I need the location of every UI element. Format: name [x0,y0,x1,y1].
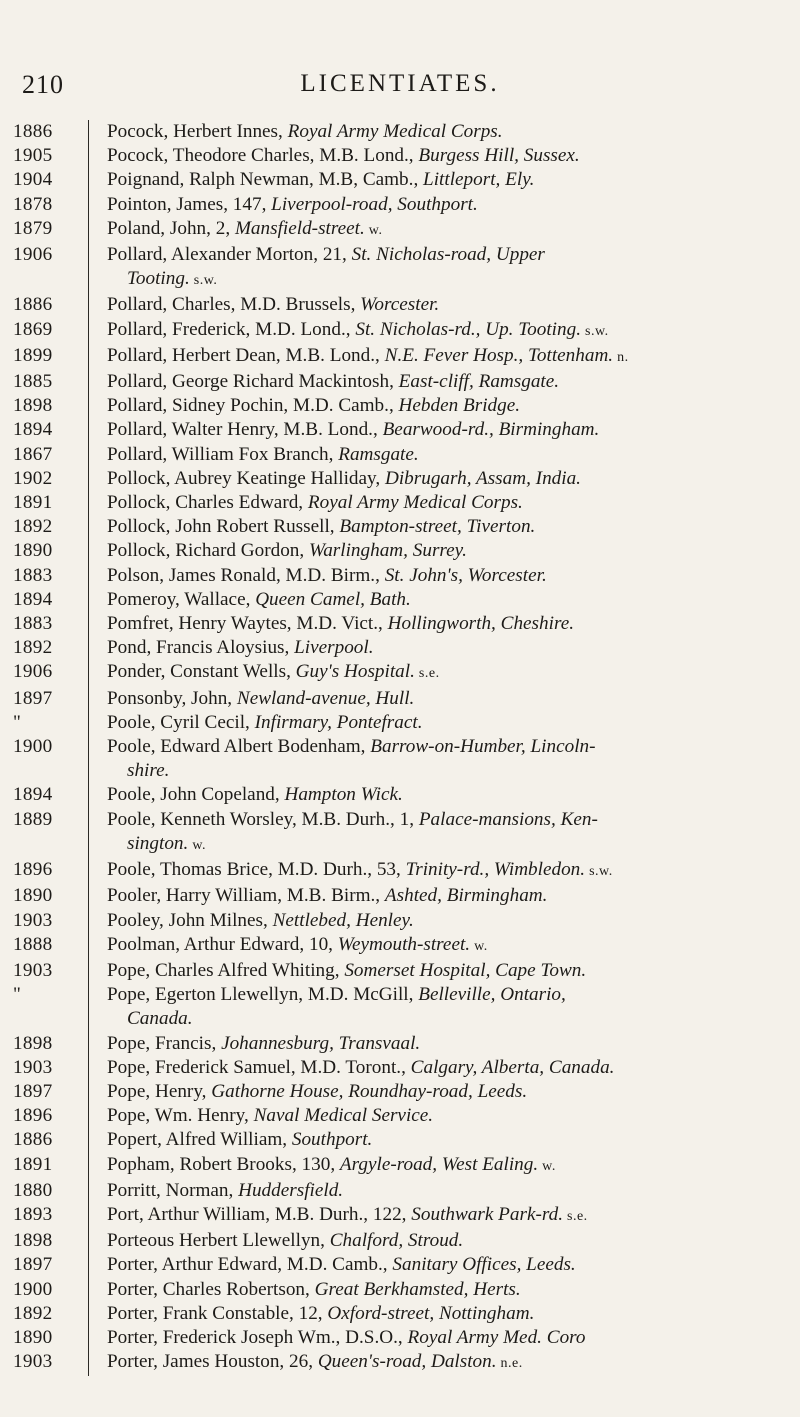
list-item [0,1056,800,1080]
entry-postal-district: w. [538,1158,556,1174]
entry-year: 1897 [13,1254,53,1276]
entry-address: Chalford, Stroud. [329,1230,464,1252]
page-number: 210 [22,70,64,99]
entry-name: Poolman, Arthur Edward, 10, [107,933,338,955]
entry-name: Pocock, Theodore Charles, M.B. Lond., [107,145,419,167]
entry-text [88,909,800,933]
entry-address: Great Berkhamsted, Herts. [314,1278,521,1300]
entry-text [88,370,800,394]
list-item [0,959,800,983]
entry-name: Pope, Francis, [107,1032,222,1054]
list-item [0,1128,800,1152]
entry-address: sington. [127,832,189,854]
entry-address: Infirmary, Pontefract. [254,711,423,733]
list-item [0,318,800,344]
entry-postal-district: s.e. [563,1208,588,1224]
entry-year: 1900 [13,1278,53,1300]
entry-year: " [13,984,22,1006]
entry-address: Argyle-road, West Ealing. [339,1153,539,1175]
entry-text [88,443,800,467]
list-item [0,243,800,293]
entry-text [88,783,800,807]
entry-year: 1867 [13,443,53,465]
entry-text [88,293,800,317]
entry-year: 1894 [13,588,53,610]
list-item [0,418,800,442]
entry-address: Dibrugarh, Assam, India. [384,467,581,489]
entry-name: Pooler, Harry William, M.B. Birm., [107,885,385,907]
entry-text [88,243,800,293]
entry-text [88,735,800,783]
list-item [0,1153,800,1179]
entry-postal-district: n. [613,349,629,365]
entry-year: 1893 [13,1203,53,1225]
entry-name: Pollock, Richard Gordon, [107,540,309,562]
entry-year: 1898 [13,1230,53,1252]
entry-text [88,1229,800,1253]
entry-postal-district: s.w. [581,323,609,339]
entry-text [88,588,800,612]
list-item [0,1326,800,1350]
list-item [0,515,800,539]
entry-name: Porter, Frederick Joseph Wm., D.S.O., [107,1326,408,1348]
entry-name: Pomfret, Henry Waytes, M.D. Vict., [107,613,388,635]
entry-name: Porteous Herbert Llewellyn, [107,1230,330,1252]
entry-text [88,1350,800,1376]
list-item [0,539,800,563]
entry-address: Royal Army Medical Corps. [307,492,523,514]
entry-year: 1878 [13,193,53,215]
entry-address: Bampton-street, Tiverton. [339,516,536,538]
entry-text [88,983,800,1031]
list-item [0,735,800,783]
entry-year: 1897 [13,1080,53,1102]
entry-year: 1890 [13,1326,53,1348]
entry-address: Palace-mansions, Ken- [418,808,598,830]
entry-name: Poole, Thomas Brice, M.D. Durh., 53, [107,859,406,881]
entry-address: Bearwood-rd., Birmingham. [382,419,600,441]
entry-year: 1906 [13,661,53,683]
entry-year: 1890 [13,540,53,562]
entry-text [88,418,800,442]
entry-continuation [107,759,776,783]
entry-address: Calgary, Alberta, Canada. [410,1056,615,1078]
list-item [0,808,800,858]
entry-name: Pocock, Herbert Innes, [107,121,288,142]
entry-name: Port, Arthur William, M.B. Durh., 122, [107,1203,412,1225]
list-item [0,884,800,908]
list-item [0,344,800,370]
entry-address: Liverpool. [294,637,374,659]
entry-year: 1898 [13,395,53,417]
list-item [0,394,800,418]
entry-year: 1897 [13,687,53,709]
entry-name: Pollard, Frederick, M.D. Lond., [107,318,356,340]
entry-text [88,1179,800,1203]
entry-name: Pomeroy, Wallace, [107,588,256,610]
entry-name: Poole, Cyril Cecil, [107,711,255,733]
entry-address: St. John's, Worcester. [384,564,547,586]
entry-text [88,1326,800,1350]
entry-text [88,711,800,735]
list-item [0,168,800,192]
entry-year: 1886 [13,294,53,316]
entry-address: Royal Army Medical Corps. [287,121,503,142]
list-item [0,1203,800,1229]
entry-address: Ashted, Birmingham. [384,885,548,907]
entry-name: Pollard, Alexander Morton, 21, [107,244,352,266]
entry-year: 1900 [13,736,53,758]
entry-address: Ramsgate. [338,443,419,465]
entry-address: Mansfield-street. [234,217,365,239]
licentiates-list [0,120,800,1376]
entry-address: East-cliff, Ramsgate. [398,371,560,393]
entry-address: Weymouth-street. [337,933,471,955]
list-item [0,564,800,588]
entry-text [88,1032,800,1056]
entry-year: 1885 [13,371,53,393]
list-item [0,217,800,243]
entry-name: Pope, Egerton Llewellyn, M.D. McGill, [107,984,419,1006]
entry-name: Poland, John, 2, [107,217,235,239]
entry-address: Johannesburg, Transvaal. [221,1032,421,1054]
entry-postal-district: s.e. [414,666,440,682]
entry-text [88,1153,800,1179]
entry-address: Naval Medical Service. [253,1105,434,1127]
entry-text [88,1056,800,1080]
list-item [0,193,800,217]
entry-text [88,1302,800,1326]
entry-name: Pollock, Aubrey Keatinge Halliday, [107,467,385,489]
entry-address: Hollingworth, Cheshire. [387,613,575,635]
entry-year: 1903 [13,1351,53,1373]
entry-year: 1890 [13,885,53,907]
entry-text [88,344,800,370]
list-item [0,588,800,612]
entry-year: 1903 [13,909,53,931]
entry-text [88,959,800,983]
entry-name: Pollard, William Fox Branch, [107,443,339,465]
entry-text [88,884,800,908]
entry-name: Porritt, Norman, [107,1179,239,1201]
entry-year: 1869 [13,318,53,340]
entry-text [88,1128,800,1152]
entry-text [88,1253,800,1277]
entry-name: Poignand, Ralph Newman, M.B, Camb., [107,169,424,191]
entry-text [88,168,800,192]
list-item [0,144,800,168]
entry-text [88,1278,800,1302]
list-item [0,1278,800,1302]
entry-name: Poole, John Copeland, [107,784,285,806]
list-item [0,1104,800,1128]
entry-address: St. Nicholas-rd., Up. Tooting. [355,318,582,340]
entry-address: Southwark Park-rd. [411,1203,563,1225]
entry-address: Belleville, Ontario, [418,984,566,1006]
entry-name: Ponder, Constant Wells, [107,661,296,683]
list-item [0,612,800,636]
list-item [0,1253,800,1277]
entry-name: Pollard, Walter Henry, M.B. Lond., [107,419,383,441]
entry-text [88,467,800,491]
entry-address: N.E. Fever Hosp., Tottenham. [384,344,614,366]
entry-address: Huddersfield. [238,1179,344,1201]
entry-name: Pooley, John Milnes, [107,909,273,931]
entry-text [88,564,800,588]
entry-postal-district: s.w. [585,864,613,880]
list-item [0,443,800,467]
entry-year: 1892 [13,516,53,538]
entry-address: shire. [127,760,170,782]
entry-year: 1879 [13,217,53,239]
entry-text [88,515,800,539]
list-item [0,370,800,394]
entry-year: 1883 [13,564,53,586]
entry-address: Liverpool-road, Southport. [271,193,478,215]
list-item [0,983,800,1031]
page-title: LICENTIATES. [300,70,500,97]
entry-year: 1903 [13,959,53,981]
entry-text [88,612,800,636]
list-item [0,1179,800,1203]
entry-address: Royal Army Med. Coro [407,1326,586,1348]
entry-text [88,808,800,858]
entry-year: 1894 [13,419,53,441]
entry-year: 1896 [13,1105,53,1127]
entry-address: Sanitary Offices, Leeds. [392,1254,576,1276]
entry-name: Pollard, Herbert Dean, M.B. Lond., [107,344,385,366]
entry-name: Pollard, Sidney Pochin, M.D. Camb., [107,395,399,417]
entry-continuation [107,1007,776,1031]
entry-text [88,217,800,243]
entry-address: Queen Camel, Bath. [255,588,411,610]
list-item [0,293,800,317]
list-item [0,687,800,711]
entry-year: 1906 [13,244,53,266]
entry-postal-district: w. [188,837,207,853]
entry-address: Canada. [127,1008,193,1030]
entry-address: Newland-avenue, Hull. [236,687,415,709]
entry-year: 1904 [13,169,53,191]
entry-address: Guy's Hospital. [295,661,415,683]
entry-text [88,1104,800,1128]
list-item [0,491,800,515]
entry-name: Porter, Arthur Edward, M.D. Camb., [107,1254,393,1276]
list-item [0,711,800,735]
entry-name: Pope, Frederick Samuel, M.D. Toront., [107,1056,411,1078]
page-header [0,70,800,110]
entry-text [88,318,800,344]
entry-address: Warlingham, Surrey. [308,540,467,562]
entry-name: Porter, Frank Constable, 12, [107,1302,328,1324]
entry-name: Pollock, John Robert Russell, [107,516,340,538]
entry-text [88,660,800,686]
entry-year: 1892 [13,1302,53,1324]
entry-name: Polson, James Ronald, M.D. Birm., [107,564,385,586]
entry-name: Pointon, James, 147, [107,193,272,215]
entry-text [88,120,800,144]
entry-address: Barrow-on-Humber, Lincoln- [370,736,596,758]
entry-year: 1899 [13,344,53,366]
entry-address: Worcester. [360,294,440,316]
entry-year: " [13,711,22,733]
entry-text [88,933,800,959]
entry-name: Pollard, Charles, M.D. Brussels, [107,294,361,316]
list-item [0,1032,800,1056]
entry-name: Popham, Robert Brooks, 130, [107,1153,340,1175]
entry-address: Somerset Hospital, Cape Town. [344,959,587,981]
entry-year: 1891 [13,1153,53,1175]
list-item [0,660,800,686]
entry-text [88,1203,800,1229]
list-item [0,909,800,933]
entry-year: 1892 [13,637,53,659]
entry-postal-district: n.e. [496,1356,523,1372]
list-item [0,933,800,959]
entry-year: 1883 [13,613,53,635]
entry-year: 1902 [13,467,53,489]
entry-name: Pond, Francis Aloysius, [107,637,295,659]
entry-text [88,539,800,563]
entry-year: 1886 [13,121,53,142]
entry-year: 1905 [13,145,53,167]
list-item [0,1229,800,1253]
list-item [0,120,800,144]
list-item [0,1080,800,1104]
entry-name: Poole, Edward Albert Bodenham, [107,736,371,758]
entry-name: Pope, Henry, [107,1080,212,1102]
entry-year: 1898 [13,1032,53,1054]
entry-year: 1886 [13,1129,53,1151]
entry-year: 1889 [13,808,53,830]
entry-text [88,144,800,168]
entry-continuation [107,267,776,293]
entry-address: Southport. [291,1129,373,1151]
entry-address: Oxford-street, Nottingham. [327,1302,535,1324]
entry-name: Poole, Kenneth Worsley, M.B. Durh., 1, [107,808,419,830]
list-item [0,1350,800,1376]
entry-address: St. Nicholas-road, Upper [351,244,545,266]
entry-address: Trinity-rd., Wimbledon. [405,859,586,881]
entry-text [88,858,800,884]
entry-address: Queen's-road, Dalston. [317,1351,497,1373]
entry-address: Hebden Bridge. [398,395,521,417]
entry-address: Nettlebed, Henley. [272,909,414,931]
entry-name: Pollard, George Richard Mackintosh, [107,371,399,393]
entry-address: Hampton Wick. [284,784,403,806]
entry-year: 1891 [13,492,53,514]
entry-text [88,491,800,515]
entry-text [88,687,800,711]
list-item [0,858,800,884]
entry-postal-district: s.w. [189,273,218,289]
entry-year: 1894 [13,784,53,806]
list-item [0,636,800,660]
entry-name: Ponsonby, John, [107,687,237,709]
list-item [0,467,800,491]
entry-address: Burgess Hill, Sussex. [418,145,580,167]
entry-postal-district: w. [470,938,488,954]
entry-text [88,1080,800,1104]
list-item [0,1302,800,1326]
entry-name: Pollock, Charles Edward, [107,492,308,514]
entry-year: 1888 [13,933,53,955]
entry-postal-district: w. [364,222,383,238]
entry-name: Porter, James Houston, 26, [107,1351,318,1373]
entry-name: Popert, Alfred William, [107,1129,292,1151]
entry-address: Littleport, Ely. [423,169,535,191]
entry-name: Porter, Charles Robertson, [107,1278,315,1300]
entry-name: Pope, Charles Alfred Whiting, [107,959,345,981]
entry-year: 1896 [13,859,53,881]
entry-continuation [107,832,776,858]
entry-name: Pope, Wm. Henry, [107,1105,254,1127]
entry-year: 1880 [13,1179,53,1201]
entry-address: Tooting. [127,268,190,290]
entry-text [88,193,800,217]
entry-text [88,636,800,660]
entry-year: 1903 [13,1056,53,1078]
entry-address: Gathorne House, Roundhay-road, Leeds. [211,1080,528,1102]
list-item [0,783,800,807]
entry-text [88,394,800,418]
